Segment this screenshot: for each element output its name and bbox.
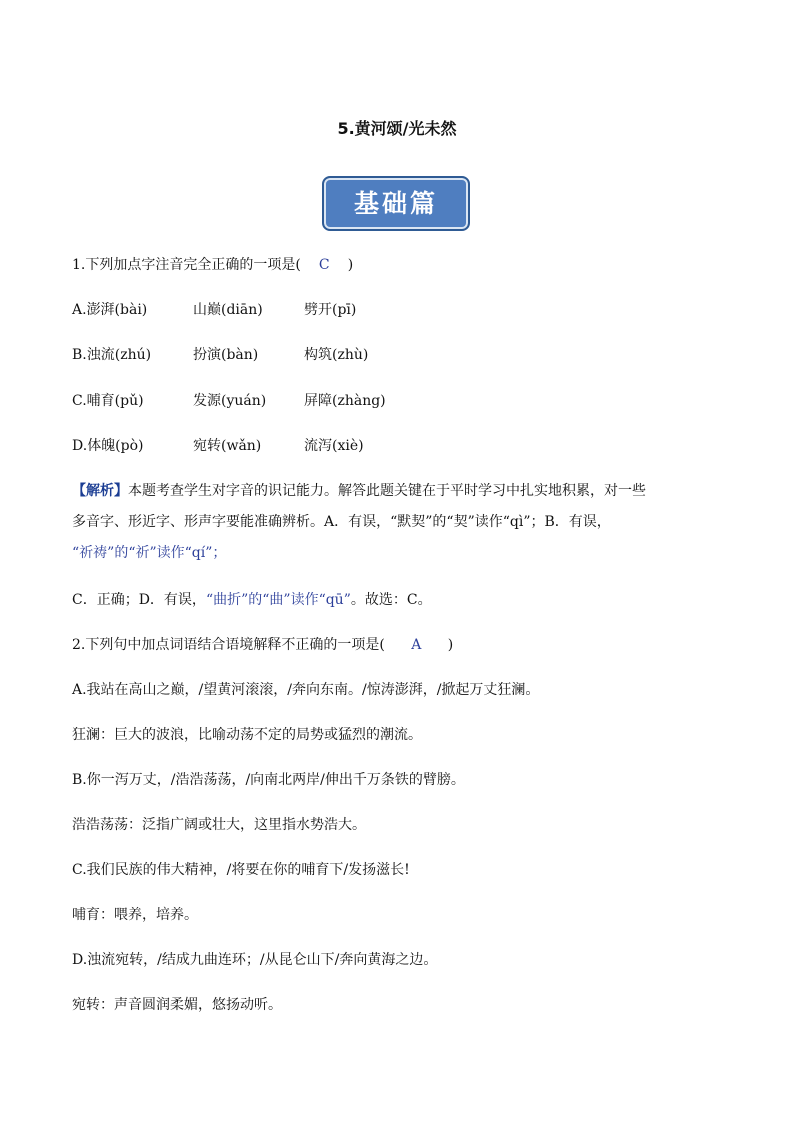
- option-letter: A.: [72, 302, 87, 318]
- option-item: 扮演(bàn): [193, 347, 259, 363]
- q2-stem: [72, 635, 732, 655]
- option-letter: B.: [72, 347, 87, 363]
- q1-stem-text: 1.下列加点字注音完全正确的一项是(: [72, 257, 301, 273]
- analysis-highlight: “曲折”的“曲”读作“qū”: [205, 592, 351, 608]
- q2-option-c-explanation: 哺育：喂养，培养。: [72, 907, 198, 923]
- option-item: 哺育(pǔ): [86, 393, 144, 409]
- option-item: 劈开(pī): [304, 302, 357, 318]
- option-item: 浊流(zhú): [86, 347, 152, 363]
- option-item: 山巅(diān): [193, 302, 263, 318]
- option-item: 体魄(pò): [87, 438, 144, 454]
- q1-analysis-line-2: 多音字、形近字、形声字要能准确辨析。A．有误，“默契”的“契”读作“qì”；B．有误，: [72, 514, 611, 530]
- analysis-text: 。故选：C。: [350, 592, 432, 608]
- q2-stem-text: 2.下列句中加点词语结合语境解释不正确的一项是(: [72, 637, 385, 653]
- section-badge: 基础篇: [322, 176, 470, 231]
- q2-option-d-explanation: 宛转：声音圆润柔媚，悠扬动听。: [72, 997, 282, 1013]
- option-letter: C.: [72, 393, 87, 409]
- analysis-text: C．正确；D．有误，: [72, 592, 206, 608]
- q1-analysis-line-1: [72, 481, 732, 501]
- q2-option-b: B.你一泻万丈，/浩浩荡荡，/向南北两岸/伸出千万条铁的臂膀。: [72, 772, 465, 788]
- q1-stem: [72, 255, 732, 275]
- q1-stem-close: ): [347, 257, 354, 273]
- option-item: 发源(yuán): [193, 393, 267, 409]
- analysis-tag: 【解析】: [72, 483, 128, 499]
- option-letter: D.: [72, 438, 88, 454]
- q1-analysis-line-4: [72, 590, 732, 610]
- q1-option-b: [72, 345, 732, 365]
- q2-stem-close: ): [447, 637, 454, 653]
- analysis-text: 本题考查学生对字音的识记能力。解答此题关键在于平时学习中扎实地积累，对一些: [128, 483, 646, 499]
- page-title: 5.黄河颂/光未然: [337, 119, 457, 138]
- q1-option-d: [72, 436, 732, 456]
- q2-option-b-explanation: 浩浩荡荡：泛指广阔或壮大，这里指水势浩大。: [72, 817, 366, 833]
- q1-option-c: [72, 391, 732, 411]
- option-item: 澎湃(bài): [86, 302, 148, 318]
- q1-answer: C: [318, 257, 330, 273]
- q2-option-a: A.我站在高山之巅，/望黄河滚滚，/奔向东南。/惊涛澎湃，/掀起万丈狂澜。: [72, 682, 540, 698]
- q1-option-a: [72, 300, 732, 320]
- option-item: 构筑(zhù): [304, 347, 369, 363]
- option-item: 流泻(xiè): [304, 438, 364, 454]
- q2-answer: A: [411, 637, 422, 653]
- q1-analysis-line-3: “祈祷”的“祈”读作“qí”；: [72, 545, 227, 561]
- q2-option-c: C.我们民族的伟大精神，/将要在你的哺育下/发扬滋长!: [72, 862, 410, 878]
- option-item: 屏障(zhàng): [304, 393, 386, 409]
- q2-option-d: D.浊流宛转，/结成九曲连环；/从昆仑山下/奔向黄海之边。: [72, 952, 438, 968]
- option-item: 宛转(wǎn): [193, 438, 262, 454]
- q2-option-a-explanation: 狂澜：巨大的波浪，比喻动荡不定的局势或猛烈的潮流。: [72, 727, 422, 743]
